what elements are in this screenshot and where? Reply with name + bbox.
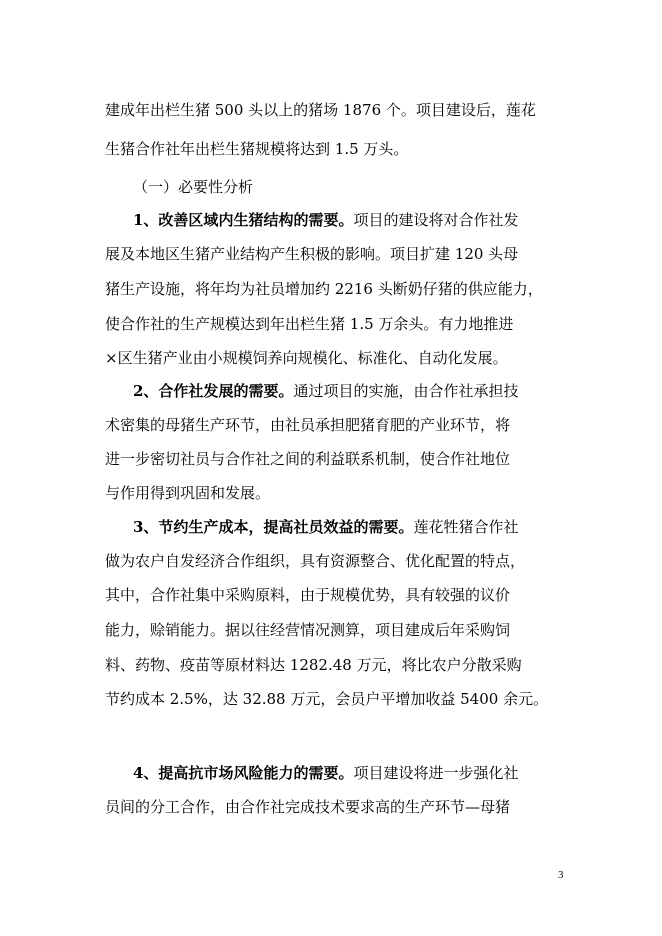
text-line [133,763,518,783]
text-line [105,100,536,120]
text-line [133,517,518,537]
text-run: 与作用得到巩固和发展。 [105,484,271,502]
text-line [105,585,510,605]
text-line [105,449,510,469]
text-run: 节约成本 2.5%，达 32.88 万元，会员户平增加收益 5400 余元。 [105,690,549,708]
page-number: 3 [558,869,564,881]
text-line [105,620,510,640]
text-run: 做为农户自发经济合作组织，具有资源整合、优化配置的特点， [105,552,526,570]
text-run: （一）必要性分析 [133,178,254,196]
bold-heading: 2、合作社发展的需要。 [133,382,294,400]
text-line [105,689,548,709]
text-line [105,415,510,435]
text-line [105,279,543,299]
text-line [105,655,522,675]
text-run: 使合作社的生产规模达到年出栏生猪 1.5 万余头。有力地推进 [105,315,514,333]
text-run: 猪生产设施，将年均为社员增加约 2216 头断奶仔猪的供应能力， [105,280,543,298]
text-run: 项目的建设将对合作社发 [353,211,519,229]
text-line [105,244,518,264]
text-run: 生猪合作社年出栏生猪规模将达到 1.5 万头。 [105,140,409,158]
text-run: 员间的分工合作，由合作社完成技术要求高的生产环节—母猪 [105,798,511,816]
text-run: 术密集的母猪生产环节，由社员承担肥猪育肥的产业环节，将 [105,416,511,434]
text-line [133,381,518,401]
text-line [105,483,270,503]
text-run: 通过项目的实施，由合作社承担技 [293,382,519,400]
text-line [105,139,408,159]
text-line [105,314,513,334]
text-run: ×区生猪产业由小规模饲养向规模化、标准化、自动化发展。 [105,349,508,367]
bold-heading: 4、提高抗市场风险能力的需要。 [133,764,354,782]
text-run: 建成年出栏生猪 500 头以上的猪场 1876 个。项目建设后，莲花 [105,101,536,119]
text-run: 能力，赊销能力。据以往经营情况测算，项目建成后年采购饲 [105,621,511,639]
text-line [133,210,518,230]
text-run: 其中，合作社集中采购原料，由于规模优势，具有较强的议价 [105,586,511,604]
text-run: 莲花牲猪合作社 [413,518,519,536]
text-line [105,348,508,368]
text-run: 进一步密切社员与合作社之间的利益联系机制，使合作社地位 [105,450,511,468]
section-heading [133,177,253,197]
text-run: 料、药物、疫苗等原材料达 1282.48 万元，将比农户分散采购 [105,656,522,674]
bold-heading: 3、节约生产成本，提高社员效益的需要。 [133,518,414,536]
text-run: 项目建设将进一步强化社 [353,764,519,782]
bold-heading: 1、改善区域内生猪结构的需要。 [133,211,354,229]
text-line [105,797,510,817]
text-line [105,551,525,571]
text-run: 展及本地区生猪产业结构产生积极的影响。项目扩建 120 头母 [105,245,519,263]
